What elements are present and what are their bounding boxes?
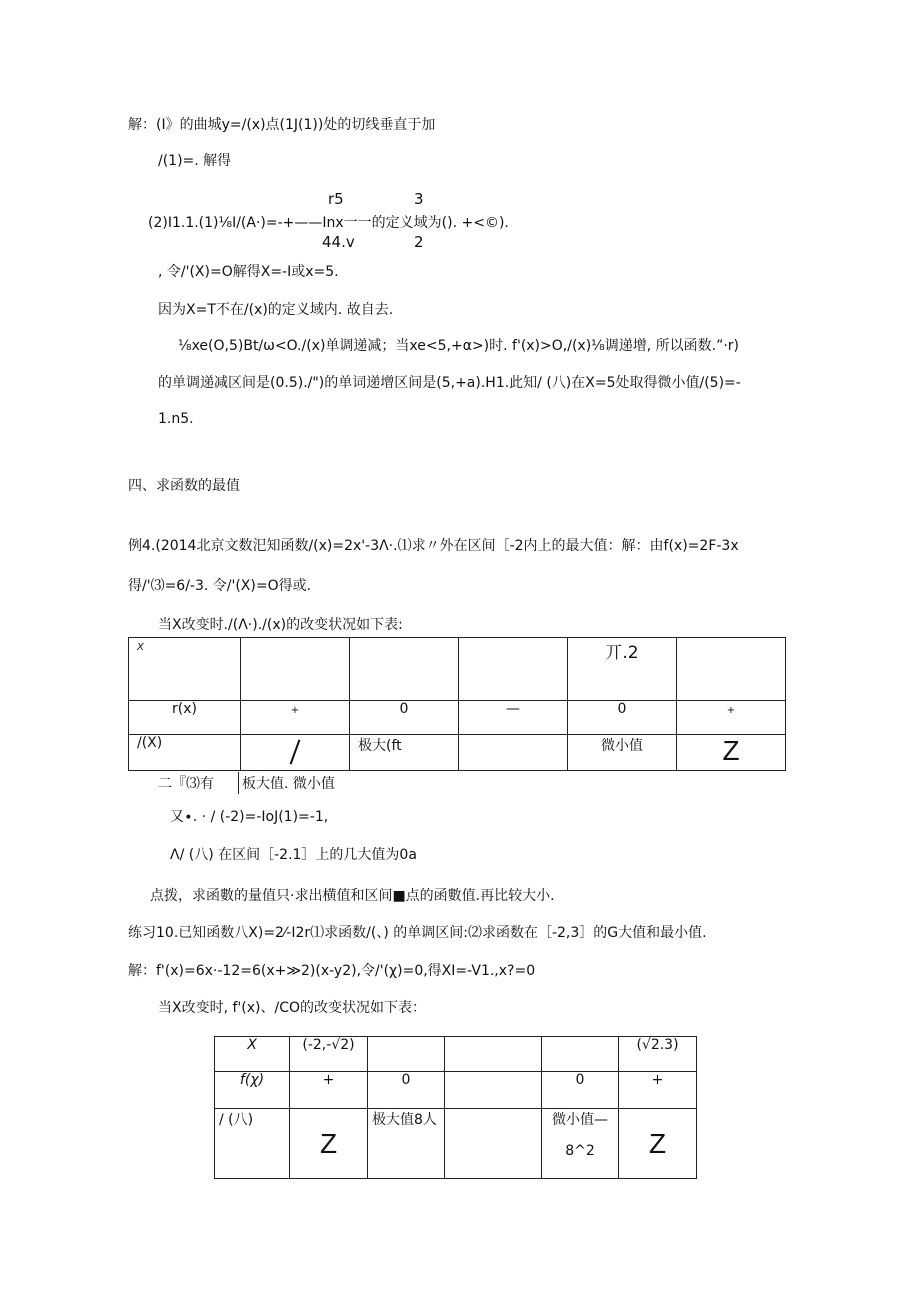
text-line-15: 点拨，求函數的量值只·求出横值和区间■点的函數值.再比较大小. [150,888,555,904]
table1-cell: 丌.2 [568,638,677,701]
table1-cell: 0 [568,701,677,735]
table1-cell: 微小值 [568,735,677,771]
table2-min-value: 8^2 [565,1143,595,1159]
table1-cell [459,735,568,771]
table2-cell [445,1072,542,1109]
text-line-1: 解：(I》的曲城y=/(x)点(1J(1))处的切线垂直于加 [128,117,436,133]
text-line-17: 解：f'(x)=6x·-12=6(x+≫2)(x-y2),令/'(χ)=0,得XI=-V1.,x?=0 [128,963,536,979]
table2-cell: Z [290,1109,368,1179]
table2-cell: 极大值8人 [368,1109,445,1179]
table2-cell: + [619,1072,697,1109]
table2-cell: + [290,1072,368,1109]
fraction-numerator-2: 3 [414,190,424,208]
table1-cell: — [459,701,568,735]
text-line-5: 因为X=T不在/(x)的定义域内. 故自去. [158,302,394,318]
fraction-denominator-1: 44.v [322,233,355,251]
section-heading: 四、求函数的最值 [128,478,240,494]
text-line-7: 的单调递减区间是(0.5)./")的单词递增区间是(5,+a).H1.此知/ (八)在X=5处取得微小值/(5)=- [158,375,741,391]
text-line-3: (2)I1.1.(1)⅛I/(A·)=-+——Inx一一的定义域为(). +<©). [148,215,509,231]
table2-cell [445,1037,542,1072]
table1-row-label: /(X) [129,735,241,771]
fraction-numerator-1: r5 [328,190,344,208]
table1-cell: + [241,701,350,735]
table1-cell: 0 [350,701,459,735]
table1-cell: 极大(ft [350,735,459,771]
table2-cell [542,1109,619,1179]
table1-cell [677,638,786,701]
text-line-13: 又∙. · / (-2)=-IoJ(1)=-1, [170,809,329,825]
text-line-11: 当X改变时./(Λ·)./(x)的改变状况如下表: [158,617,403,633]
table2-min-label: 微小值— [552,1112,608,1128]
table2-cell [542,1037,619,1072]
table2-cell: 0 [368,1072,445,1109]
table2-row-label: / (八) [215,1109,290,1179]
table1-cell [241,735,350,771]
table2-cell [445,1109,542,1179]
text-line-9: 例4.(2014北京文数汜知函数/(x)=2x'-3Λ·.⑴求〃外在区间［-2内上的最大值：解：由f(x)=2F-3x [128,538,739,554]
table1-header-x: X [129,638,241,701]
table1-cell [459,638,568,701]
text-line-16: 练习10.已知函数八X)=2⁄-I2r⑴求函数/(、) 的单调区间:⑵求函数在［-2,3］的G大值和最小值. [128,925,707,941]
text-line-12b: 板大值. 微小值 [242,776,335,792]
table2-row-label: f(χ) [215,1072,290,1109]
table1-cell [241,638,350,701]
text-line-10: 得/'⑶=6/-3. 令/'(X)=O得或. [128,578,312,594]
text-line-4: , 令/'(X)=O解得X=-I或x=5. [158,264,339,280]
text-line-18: 当X改变时, f'(x)、/CO的改变状况如下表： [158,1000,426,1016]
table1-overflow-line [238,772,239,794]
table2-cell [368,1037,445,1072]
fraction-denominator-2: 2 [414,233,424,251]
table2-cell: (-2,-√2) [290,1037,368,1072]
text-line-6: ⅛xe(O,5)Bt/ω<O./(x)单调递减；当xe<5,+α>)时. f'(x)>O,/(x)⅛调递增, 所以函数.”·r) [178,338,739,354]
table1-cell: + [677,701,786,735]
table2-header-x: X [215,1037,290,1072]
table1-row-label: r(x) [129,701,241,735]
table2-cell: (√2.3) [619,1037,697,1072]
text-line-2: /(1)=. 解得 [158,153,232,169]
table2-cell: Z [619,1109,697,1179]
increasing-arrow-icon [290,739,301,764]
table1-cell: Z [677,735,786,771]
variation-table-1 [128,637,786,771]
table2-cell: 0 [542,1072,619,1109]
text-line-12: 二『⑶有 [158,776,214,792]
variation-table-2 [214,1036,697,1179]
text-line-8: 1.n5. [158,411,194,427]
table1-cell [350,638,459,701]
text-line-14: Λ/ (八) 在区间［-2.1］上的几大值为0a [170,847,417,863]
